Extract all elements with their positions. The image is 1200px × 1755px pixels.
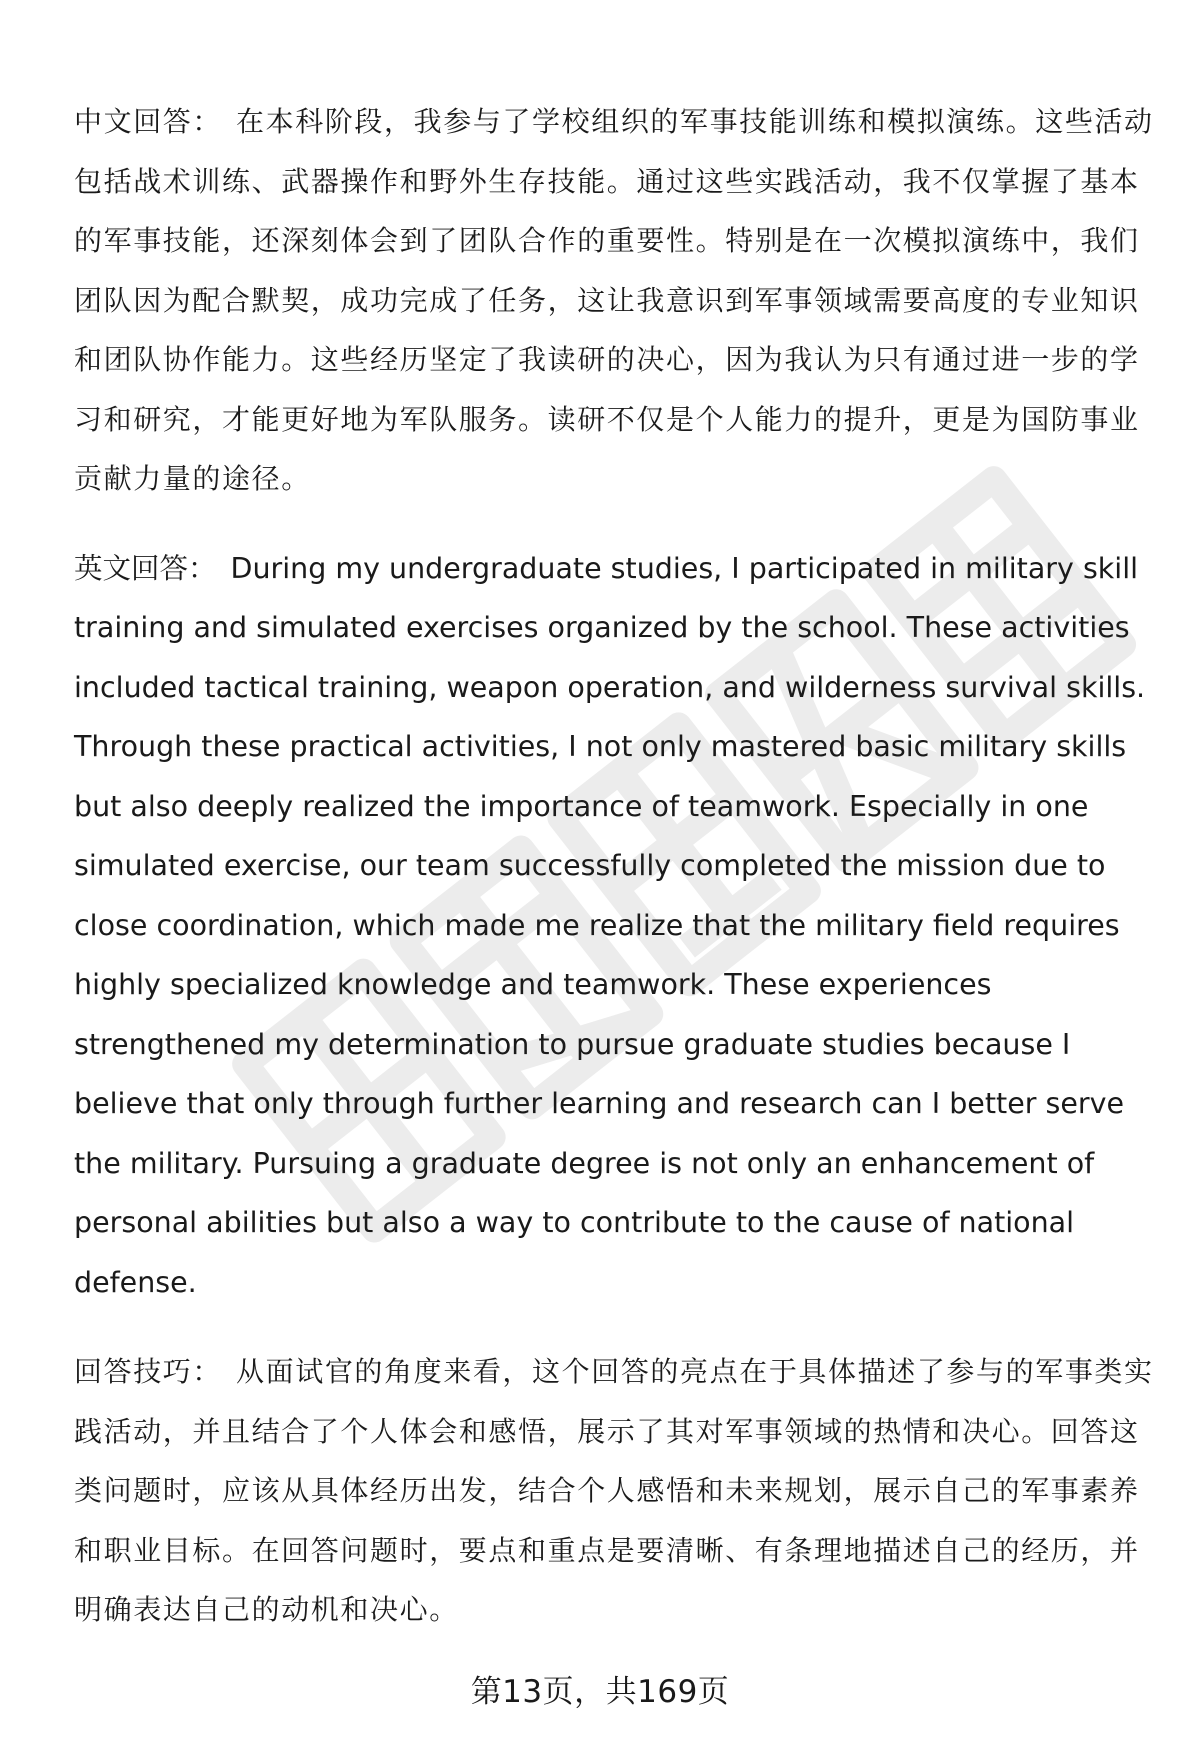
english-answer-paragraph — [74, 539, 1160, 1313]
document-body — [74, 92, 1160, 1670]
answer-tips-label: 回答技巧： — [74, 1355, 223, 1388]
english-answer-text: During my undergraduate studies, I participated in military skill training and simulated exercises organized by the school. These activities included tactical training, weapon operation, and wilderness survival skills. Through these practical activities, I not only mastered basic military skills but also deeply realized the importance of teamwork. Especially in one simulated exercise, our team successfully completed the mission due to close coordination, which made me realize that the military field requires highly specialized knowledge and teamwork. These experiences strengthened my determination to pursue graduate studies because I believe that only through further learning and research can I better serve the military. Pursuing a graduate degree is not only an enhancement of personal abilities but also a way to contribute to the cause of national defense. — [74, 551, 1146, 1299]
answer-tips-paragraph — [74, 1342, 1160, 1640]
chinese-answer-paragraph — [74, 92, 1160, 509]
chinese-answer-text: 在本科阶段，我参与了学校组织的军事技能训练和模拟演练。这些活动包括战术训练、武器操作和野外生存技能。通过这些实践活动，我不仅掌握了基本的军事技能，还深刻体会到了团队合作的重要性。特别是在一次模拟演练中，我们团队因为配合默契，成功完成了任务，这让我意识到军事领域需要高度的专业知识和团队协作能力。这些经历坚定了我读研的决心，因为我认为只有通过进一步的学习和研究，才能更好地为军队服务。读研不仅是个人能力的提升，更是为国防事业贡献力量的途径。 — [74, 105, 1154, 495]
chinese-answer-label: 中文回答： — [74, 105, 223, 138]
page-number-footer: 第13页，共169页 — [470, 1674, 730, 1710]
english-answer-label: 英文回答： — [74, 551, 217, 585]
answer-tips-text: 从面试官的角度来看，这个回答的亮点在于具体描述了参与的军事类实践活动，并且结合了个人体会和感悟，展示了其对军事领域的热情和决心。回答这类问题时，应该从具体经历出发，结合个人感悟和未来规划，展示自己的军事素养和职业目标。在回答问题时，要点和重点是要清晰、有条理地描述自己的经历，并明确表达自己的动机和决心。 — [74, 1355, 1154, 1626]
